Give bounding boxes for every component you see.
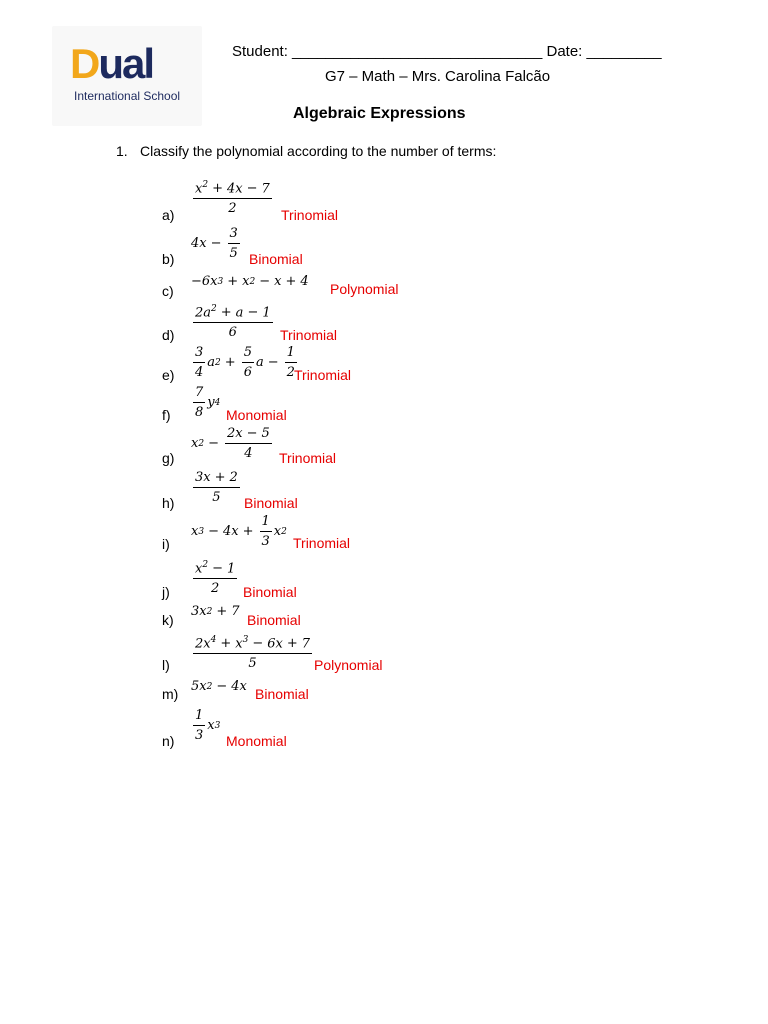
expression: −6x 3 + x 2 − x + 4	[191, 274, 309, 289]
answer: Binomial	[249, 251, 303, 267]
item-label: c)	[162, 283, 174, 299]
answer: Binomial	[247, 612, 301, 628]
expression: 5x 2 − 4x	[191, 679, 247, 694]
item-label: g)	[162, 450, 175, 466]
answer: Polynomial	[314, 657, 383, 673]
answer: Binomial	[244, 495, 298, 511]
expression: $\frac{7}{8}$ y 4	[195, 385, 221, 420]
logo-wordmark: Dual	[70, 40, 154, 87]
answer: Trinomial	[279, 450, 337, 466]
logo-subtitle: International School	[74, 89, 181, 103]
expression: $\frac{2a^2 + a - 1}{6}$	[195, 304, 271, 341]
question-number: 1.	[116, 143, 128, 159]
item-label: k)	[162, 612, 174, 628]
expression: $\frac{2x^4 + x^3 - 6x + 7}{5}$	[195, 635, 311, 672]
answer: Trinomial	[294, 367, 352, 383]
item-label: i)	[162, 536, 170, 552]
item-label: d)	[162, 327, 175, 343]
item-label: e)	[162, 367, 175, 383]
answer: Polynomial	[330, 281, 399, 297]
expression: 4x − $\frac{3}{5}$	[191, 226, 238, 261]
expression: $\frac{3x + 2}{5}$	[195, 470, 238, 505]
answer: Monomial	[226, 407, 287, 423]
expression: x 3 − 4x + $\frac{1}{3}$ x 2	[191, 514, 287, 549]
item-label: j)	[162, 584, 170, 600]
class-info: G7 – Math – Mrs. Carolina Falcão	[325, 68, 551, 85]
student-date-line: Student: ______________________________ Date: _________	[232, 43, 662, 60]
item-label: m)	[162, 686, 179, 702]
expression: 3x 2 + 7	[191, 604, 240, 619]
answer: Binomial	[243, 584, 297, 600]
item-label: h)	[162, 495, 175, 511]
expression: $\frac{x^2 + 4x - 7}{2}$	[195, 180, 270, 217]
item-label: f)	[162, 407, 171, 423]
answer: Binomial	[255, 686, 309, 702]
answer: Trinomial	[280, 327, 338, 343]
item-label: a)	[162, 207, 175, 223]
expression: $\frac{1}{3}$ x 3	[195, 708, 221, 743]
answer: Monomial	[226, 733, 287, 749]
item-label: b)	[162, 251, 175, 267]
worksheet-title: Algebraic Expressions	[293, 105, 466, 122]
question-text: Classify the polynomial according to the number of terms:	[140, 143, 497, 159]
expression: x 2 − $\frac{2x - 5}{4}$	[191, 426, 270, 461]
answer: Trinomial	[281, 207, 339, 223]
item-label: l)	[162, 657, 170, 673]
school-logo	[52, 26, 202, 126]
item-label: n)	[162, 733, 175, 749]
answer: Trinomial	[293, 535, 351, 551]
expression: $\frac{3}{4}$ a 2 + $\frac{5}{6}$ a − $\frac{1}{2}$	[195, 345, 295, 380]
expression: $\frac{x^2 - 1}{2}$	[195, 560, 236, 597]
